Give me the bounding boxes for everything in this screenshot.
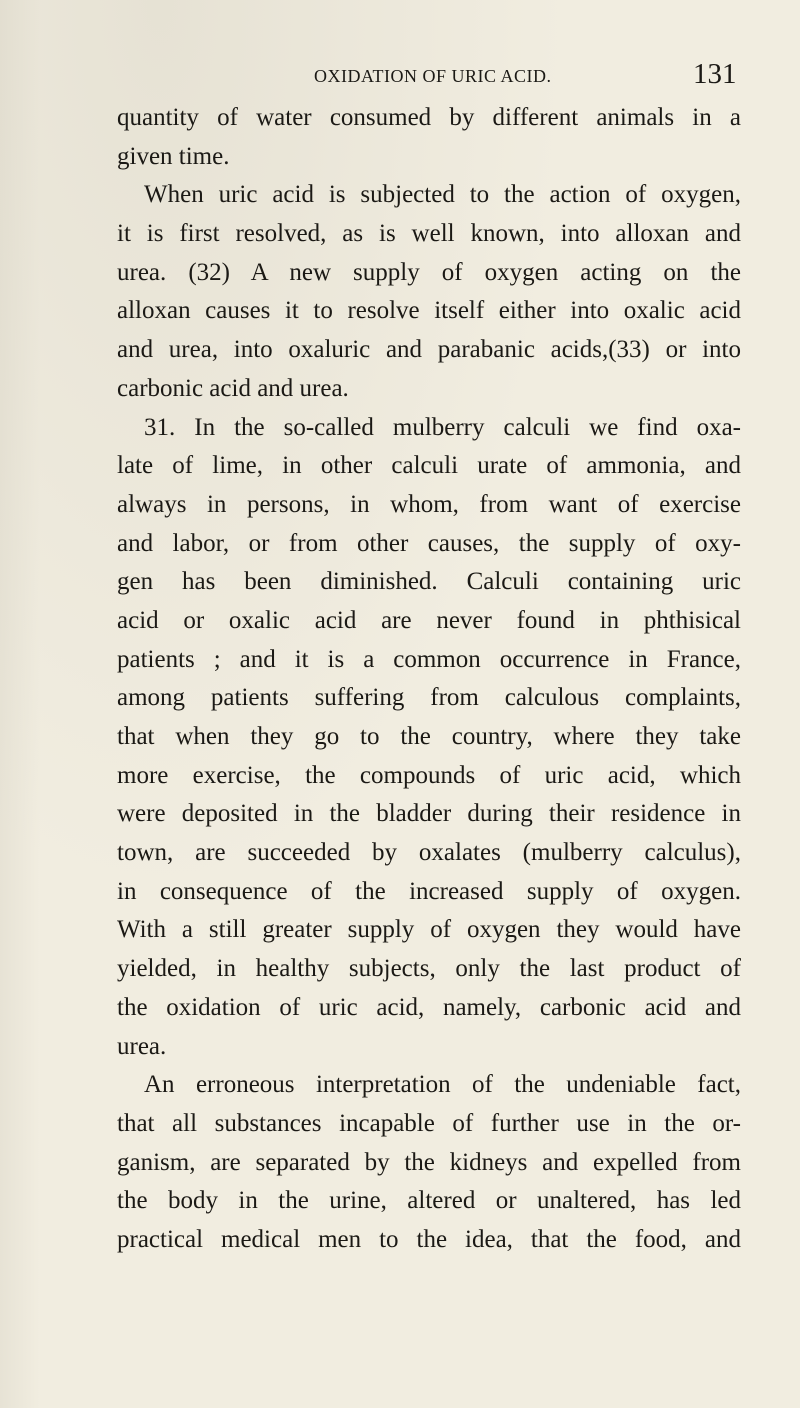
text-line: always in persons, in whom, from want of exercise xyxy=(117,490,741,518)
text-line: that when they go to the country, where they take xyxy=(117,723,741,750)
text-line: acid or oxalic acid are never found in phthisical xyxy=(117,606,741,634)
running-header xyxy=(0,58,800,98)
text-line: ganism, are separated by the kidneys and expelled from xyxy=(117,1148,741,1176)
text-line: patients ; and it is a common occurrence in France, xyxy=(117,645,741,673)
text-line: and urea, into oxaluric and parabanic acids,(33) or into xyxy=(117,336,741,364)
text-line: yielded, in healthy subjects, only the last product of xyxy=(117,955,741,983)
text-line: When uric acid is subjected to the action of oxygen, xyxy=(144,181,741,209)
text-line: the oxidation of uric acid, namely, carbonic acid and xyxy=(117,993,741,1021)
text-line: that all substances incapable of further use in the or- xyxy=(117,1109,741,1137)
text-line: late of lime, in other calculi urate of ammonia, and xyxy=(117,452,741,480)
text-line: the body in the urine, altered or unaltered, has led xyxy=(117,1187,741,1215)
text-line: urea. (32) A new supply of oxygen acting on the xyxy=(117,258,741,286)
text-line: given time. xyxy=(117,142,230,170)
text-line: 31. In the so-called mulberry calculi we find oxa- xyxy=(144,413,741,441)
text-line: more exercise, the compounds of uric acid, which xyxy=(117,761,741,789)
text-line: in consequence of the increased supply of oxygen. xyxy=(117,877,741,905)
text-line: urea. xyxy=(117,1032,167,1060)
text-line: quantity of water consumed by different animals in a xyxy=(117,104,741,131)
running-header-title: OXIDATION OF URIC ACID. xyxy=(314,66,552,86)
text-line: and labor, or from other causes, the supply of oxy- xyxy=(117,529,741,557)
body-text xyxy=(117,99,741,1260)
text-line: were deposited in the bladder during their residence in xyxy=(117,800,741,828)
text-line: An erroneous interpretation of the undeniable fact, xyxy=(144,1071,741,1099)
text-line: carbonic acid and urea. xyxy=(117,374,349,402)
text-line: town, are succeeded by oxalates (mulberry calculus), xyxy=(117,839,741,867)
text-line: practical medical men to the idea, that the food, and xyxy=(117,1225,741,1253)
text-line: among patients suffering from calculous complaints, xyxy=(117,684,741,712)
text-line: With a still greater supply of oxygen they would have xyxy=(117,916,741,944)
text-line: gen has been diminished. Calculi containing uric xyxy=(117,568,741,596)
text-line: alloxan causes it to resolve itself either into oxalic acid xyxy=(117,297,741,325)
page-number: 131 xyxy=(693,58,737,90)
text-line: it is first resolved, as is well known, into alloxan and xyxy=(117,220,741,248)
